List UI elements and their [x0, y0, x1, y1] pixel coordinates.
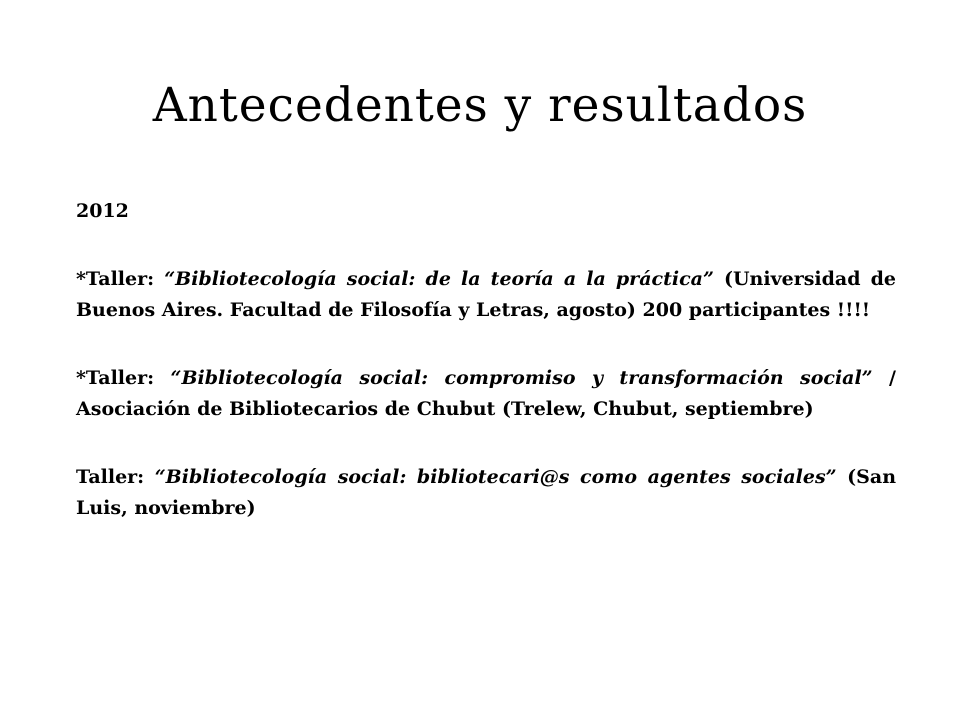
workshop-item-3 — [76, 462, 896, 524]
slide-title: Antecedentes y resultados — [152, 78, 808, 133]
workshop-item-1 — [76, 264, 896, 326]
workshop-details: (San Luis, noviembre) — [76, 466, 897, 519]
workshop-details: (Universidad de Buenos Aires. Facultad de Filosofía y Letras, agosto) 200 participantes !!!! — [76, 268, 897, 321]
workshop-prefix: *Taller: — [76, 268, 165, 290]
workshop-title: “Bibliotecología social: de la teoría a la práctica” — [164, 268, 714, 290]
workshop-prefix: *Taller: — [76, 367, 171, 389]
workshop-prefix: Taller: — [76, 466, 155, 488]
year-label: 2012 — [76, 200, 129, 222]
workshop-details: / Asociación de Bibliotecarios de Chubut (Trelew, Chubut, septiembre) — [76, 367, 896, 420]
slide-body — [76, 196, 896, 561]
workshop-title: “Bibliotecología social: compromiso y transformación social” — [170, 367, 873, 389]
workshop-title: “Bibliotecología social: bibliotecari@s como agentes sociales” — [154, 466, 837, 488]
workshop-item-2 — [76, 363, 896, 425]
